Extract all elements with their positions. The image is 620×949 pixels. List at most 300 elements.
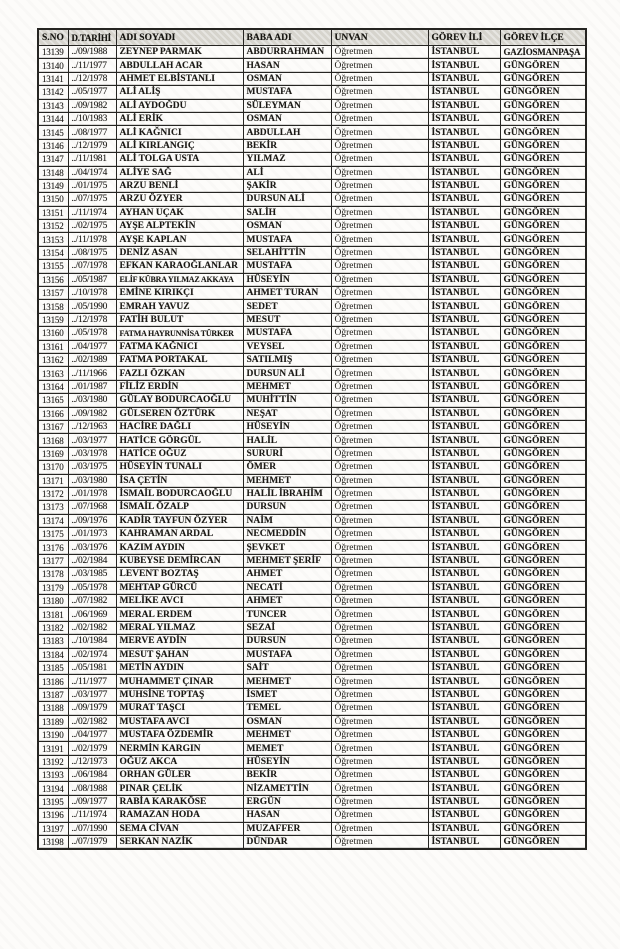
cell-baba-adi: SEZAİ [243, 621, 331, 634]
cell-dtarihi: ../03/1980 [68, 394, 116, 407]
cell-unvan: Öğretmen [331, 782, 428, 795]
cell-baba-adi: MUSTAFA [243, 260, 331, 273]
cell-unvan: Öğretmen [331, 755, 428, 768]
cell-adi-soyadi: İSA ÇETİN [116, 474, 243, 487]
cell-baba-adi: HÜSEYİN [243, 420, 331, 433]
cell-unvan: Öğretmen [331, 287, 428, 300]
table-row [38, 769, 586, 782]
table-row [38, 836, 586, 850]
cell-baba-adi: AHMET TURAN [243, 287, 331, 300]
cell-adi-soyadi: FATMA HAYRUNNİSA TÜRKER [116, 327, 243, 340]
cell-adi-soyadi: KUBEYSE DEMİRCAN [116, 554, 243, 567]
cell-gorev-ili: İSTANBUL [428, 153, 500, 166]
cell-dtarihi: ../02/1984 [68, 554, 116, 567]
cell-sno: 13150 [38, 193, 68, 206]
cell-dtarihi: ../09/1979 [68, 702, 116, 715]
cell-unvan: Öğretmen [331, 554, 428, 567]
cell-gorev-ilce: GÜNGÖREN [500, 220, 586, 233]
cell-sno: 13139 [38, 46, 68, 59]
table-row [38, 367, 586, 380]
cell-gorev-ilce: GÜNGÖREN [500, 447, 586, 460]
cell-dtarihi: ../09/1988 [68, 46, 116, 59]
cell-sno: 13147 [38, 153, 68, 166]
cell-gorev-ilce: GÜNGÖREN [500, 313, 586, 326]
cell-unvan: Öğretmen [331, 407, 428, 420]
cell-unvan: Öğretmen [331, 394, 428, 407]
cell-gorev-ili: İSTANBUL [428, 742, 500, 755]
cell-sno: 13193 [38, 769, 68, 782]
cell-baba-adi: MEHMET ŞERİF [243, 554, 331, 567]
cell-baba-adi: MESUT [243, 313, 331, 326]
cell-baba-adi: MEMET [243, 742, 331, 755]
cell-baba-adi: DURSUN [243, 635, 331, 648]
table-row [38, 220, 586, 233]
cell-dtarihi: ../07/1975 [68, 193, 116, 206]
cell-gorev-ilce: GÜNGÖREN [500, 702, 586, 715]
cell-gorev-ili: İSTANBUL [428, 447, 500, 460]
cell-adi-soyadi: ALİ ERİK [116, 112, 243, 125]
cell-gorev-ili: İSTANBUL [428, 46, 500, 59]
cell-adi-soyadi: KAZIM AYDIN [116, 541, 243, 554]
cell-adi-soyadi: FATİH BULUT [116, 313, 243, 326]
cell-gorev-ilce: GÜNGÖREN [500, 836, 586, 850]
cell-unvan: Öğretmen [331, 233, 428, 246]
cell-adi-soyadi: HACİRE DAĞLI [116, 420, 243, 433]
cell-baba-adi: MUSTAFA [243, 86, 331, 99]
cell-sno: 13178 [38, 568, 68, 581]
table-row [38, 648, 586, 661]
cell-gorev-ilce: GÜNGÖREN [500, 541, 586, 554]
cell-gorev-ilce: GÜNGÖREN [500, 434, 586, 447]
cell-dtarihi: ../02/1982 [68, 715, 116, 728]
cell-dtarihi: ../12/1963 [68, 420, 116, 433]
cell-unvan: Öğretmen [331, 635, 428, 648]
cell-gorev-ili: İSTANBUL [428, 233, 500, 246]
cell-gorev-ilce: GÜNGÖREN [500, 742, 586, 755]
cell-adi-soyadi: KAHRAMAN ARDAL [116, 528, 243, 541]
column-header-dtarihi: D.TARİHİ [68, 29, 116, 46]
cell-gorev-ilce: GÜNGÖREN [500, 300, 586, 313]
cell-unvan: Öğretmen [331, 809, 428, 822]
cell-baba-adi: YILMAZ [243, 153, 331, 166]
cell-adi-soyadi: PINAR ÇELİK [116, 782, 243, 795]
cell-sno: 13189 [38, 715, 68, 728]
cell-unvan: Öğretmen [331, 99, 428, 112]
cell-sno: 13190 [38, 728, 68, 741]
cell-gorev-ilce: GÜNGÖREN [500, 394, 586, 407]
cell-unvan: Öğretmen [331, 715, 428, 728]
cell-dtarihi: ../04/1974 [68, 166, 116, 179]
cell-sno: 13153 [38, 233, 68, 246]
cell-baba-adi: MUZAFFER [243, 822, 331, 835]
table-row [38, 179, 586, 192]
cell-gorev-ilce: GÜNGÖREN [500, 166, 586, 179]
cell-sno: 13140 [38, 59, 68, 72]
table-row [38, 380, 586, 393]
cell-adi-soyadi: HATİCE GÖRGÜL [116, 434, 243, 447]
cell-sno: 13162 [38, 353, 68, 366]
table-row [38, 394, 586, 407]
cell-gorev-ili: İSTANBUL [428, 99, 500, 112]
cell-baba-adi: OSMAN [243, 715, 331, 728]
cell-sno: 13177 [38, 554, 68, 567]
header-row [38, 29, 586, 46]
cell-adi-soyadi: HATİCE OĞUZ [116, 447, 243, 460]
cell-unvan: Öğretmen [331, 139, 428, 152]
cell-baba-adi: ÖMER [243, 461, 331, 474]
cell-sno: 13144 [38, 112, 68, 125]
cell-gorev-ilce: GÜNGÖREN [500, 260, 586, 273]
cell-dtarihi: ../10/1983 [68, 112, 116, 125]
table-row [38, 822, 586, 835]
cell-adi-soyadi: RABİA KARAKÖSE [116, 795, 243, 808]
cell-adi-soyadi: LEVENT BOZTAŞ [116, 568, 243, 581]
cell-baba-adi: MEHMET [243, 675, 331, 688]
cell-dtarihi: ../07/1968 [68, 501, 116, 514]
table-row [38, 581, 586, 594]
cell-dtarihi: ../07/1978 [68, 260, 116, 273]
cell-adi-soyadi: ALİ TOLGA USTA [116, 153, 243, 166]
cell-dtarihi: ../09/1982 [68, 407, 116, 420]
cell-gorev-ili: İSTANBUL [428, 394, 500, 407]
cell-gorev-ili: İSTANBUL [428, 715, 500, 728]
cell-gorev-ili: İSTANBUL [428, 541, 500, 554]
cell-sno: 13167 [38, 420, 68, 433]
cell-dtarihi: ../08/1977 [68, 126, 116, 139]
cell-gorev-ilce: GÜNGÖREN [500, 474, 586, 487]
cell-sno: 13161 [38, 340, 68, 353]
cell-dtarihi: ../06/1984 [68, 769, 116, 782]
cell-gorev-ilce: GÜNGÖREN [500, 380, 586, 393]
cell-gorev-ili: İSTANBUL [428, 59, 500, 72]
cell-unvan: Öğretmen [331, 273, 428, 286]
cell-gorev-ili: İSTANBUL [428, 420, 500, 433]
cell-unvan: Öğretmen [331, 474, 428, 487]
cell-unvan: Öğretmen [331, 112, 428, 125]
cell-gorev-ilce: GÜNGÖREN [500, 126, 586, 139]
cell-adi-soyadi: ALİ AYDOĞDU [116, 99, 243, 112]
cell-unvan: Öğretmen [331, 728, 428, 741]
cell-gorev-ilce: GÜNGÖREN [500, 581, 586, 594]
cell-gorev-ilce: GÜNGÖREN [500, 99, 586, 112]
table-row [38, 340, 586, 353]
cell-dtarihi: ../04/1977 [68, 728, 116, 741]
cell-dtarihi: ../05/1981 [68, 661, 116, 674]
cell-gorev-ili: İSTANBUL [428, 139, 500, 152]
cell-sno: 13160 [38, 327, 68, 340]
cell-unvan: Öğretmen [331, 688, 428, 701]
cell-adi-soyadi: ELİF KÜBRA YILMAZ AKKAYA [116, 273, 243, 286]
cell-gorev-ilce: GÜNGÖREN [500, 327, 586, 340]
cell-sno: 13165 [38, 394, 68, 407]
cell-gorev-ilce: GÜNGÖREN [500, 273, 586, 286]
cell-baba-adi: BEKİR [243, 139, 331, 152]
cell-sno: 13146 [38, 139, 68, 152]
cell-baba-adi: MUSTAFA [243, 327, 331, 340]
cell-unvan: Öğretmen [331, 461, 428, 474]
cell-unvan: Öğretmen [331, 179, 428, 192]
cell-adi-soyadi: AYŞE ALPTEKİN [116, 220, 243, 233]
cell-gorev-ili: İSTANBUL [428, 380, 500, 393]
cell-dtarihi: ../07/1979 [68, 836, 116, 850]
cell-sno: 13176 [38, 541, 68, 554]
cell-dtarihi: ../09/1977 [68, 795, 116, 808]
cell-adi-soyadi: FATMA KAĞNICI [116, 340, 243, 353]
cell-adi-soyadi: MUSTAFA ÖZDEMİR [116, 728, 243, 741]
table-row [38, 528, 586, 541]
table-row [38, 126, 586, 139]
cell-gorev-ilce: GÜNGÖREN [500, 621, 586, 634]
cell-sno: 13174 [38, 514, 68, 527]
cell-gorev-ili: İSTANBUL [428, 340, 500, 353]
cell-unvan: Öğretmen [331, 193, 428, 206]
cell-baba-adi: MEHMET [243, 474, 331, 487]
cell-dtarihi: ../12/1978 [68, 313, 116, 326]
cell-dtarihi: ../05/1990 [68, 300, 116, 313]
cell-gorev-ilce: GÜNGÖREN [500, 153, 586, 166]
cell-gorev-ilce: GÜNGÖREN [500, 595, 586, 608]
cell-gorev-ili: İSTANBUL [428, 461, 500, 474]
table-row [38, 193, 586, 206]
cell-sno: 13191 [38, 742, 68, 755]
cell-sno: 13181 [38, 608, 68, 621]
cell-dtarihi: ../09/1976 [68, 514, 116, 527]
cell-gorev-ilce: GÜNGÖREN [500, 367, 586, 380]
cell-gorev-ilce: GÜNGÖREN [500, 608, 586, 621]
cell-dtarihi: ../12/1978 [68, 72, 116, 85]
cell-sno: 13152 [38, 220, 68, 233]
cell-gorev-ilce: GÜNGÖREN [500, 407, 586, 420]
cell-sno: 13171 [38, 474, 68, 487]
cell-dtarihi: ../12/1979 [68, 139, 116, 152]
cell-adi-soyadi: EFKAN KARAOĞLANLAR [116, 260, 243, 273]
cell-gorev-ilce: GÜNGÖREN [500, 635, 586, 648]
cell-gorev-ilce: GÜNGÖREN [500, 822, 586, 835]
table-row [38, 434, 586, 447]
cell-gorev-ilce: GÜNGÖREN [500, 715, 586, 728]
cell-gorev-ili: İSTANBUL [428, 782, 500, 795]
cell-dtarihi: ../02/1989 [68, 353, 116, 366]
cell-dtarihi: ../03/1980 [68, 474, 116, 487]
cell-unvan: Öğretmen [331, 822, 428, 835]
cell-gorev-ilce: GÜNGÖREN [500, 528, 586, 541]
cell-baba-adi: BEKİR [243, 769, 331, 782]
cell-baba-adi: AHMET [243, 595, 331, 608]
table-row [38, 300, 586, 313]
cell-baba-adi: ŞEVKET [243, 541, 331, 554]
cell-gorev-ilce: GÜNGÖREN [500, 554, 586, 567]
cell-sno: 13186 [38, 675, 68, 688]
cell-unvan: Öğretmen [331, 648, 428, 661]
table-row [38, 86, 586, 99]
cell-gorev-ilce: GÜNGÖREN [500, 112, 586, 125]
cell-adi-soyadi: GÜLAY BODURCAOĞLU [116, 394, 243, 407]
cell-gorev-ilce: GÜNGÖREN [500, 246, 586, 259]
table-row [38, 246, 586, 259]
cell-unvan: Öğretmen [331, 246, 428, 259]
cell-unvan: Öğretmen [331, 836, 428, 850]
cell-unvan: Öğretmen [331, 166, 428, 179]
cell-baba-adi: DURSUN ALİ [243, 367, 331, 380]
table-row [38, 782, 586, 795]
cell-baba-adi: NECATİ [243, 581, 331, 594]
cell-gorev-ili: İSTANBUL [428, 702, 500, 715]
table-row [38, 59, 586, 72]
cell-gorev-ilce: GÜNGÖREN [500, 461, 586, 474]
cell-baba-adi: VEYSEL [243, 340, 331, 353]
cell-dtarihi: ../11/1981 [68, 153, 116, 166]
cell-gorev-ili: İSTANBUL [428, 822, 500, 835]
table-row [38, 809, 586, 822]
column-header-baba-adi: BABA ADI [243, 29, 331, 46]
cell-baba-adi: AHMET [243, 568, 331, 581]
cell-dtarihi: ../03/1976 [68, 541, 116, 554]
cell-gorev-ilce: GÜNGÖREN [500, 809, 586, 822]
cell-gorev-ili: İSTANBUL [428, 112, 500, 125]
cell-baba-adi: SÜLEYMAN [243, 99, 331, 112]
cell-baba-adi: SELAHİTTİN [243, 246, 331, 259]
cell-unvan: Öğretmen [331, 487, 428, 500]
cell-baba-adi: TEMEL [243, 702, 331, 715]
cell-unvan: Öğretmen [331, 608, 428, 621]
cell-gorev-ili: İSTANBUL [428, 501, 500, 514]
cell-sno: 13158 [38, 300, 68, 313]
cell-unvan: Öğretmen [331, 86, 428, 99]
cell-gorev-ilce: GÜNGÖREN [500, 193, 586, 206]
cell-baba-adi: MUSTAFA [243, 233, 331, 246]
cell-dtarihi: ../01/1975 [68, 179, 116, 192]
cell-baba-adi: NİZAMETTİN [243, 782, 331, 795]
cell-unvan: Öğretmen [331, 300, 428, 313]
cell-unvan: Öğretmen [331, 675, 428, 688]
cell-gorev-ilce: GÜNGÖREN [500, 206, 586, 219]
cell-unvan: Öğretmen [331, 260, 428, 273]
cell-gorev-ili: İSTANBUL [428, 554, 500, 567]
cell-adi-soyadi: MERAL ERDEM [116, 608, 243, 621]
cell-sno: 13157 [38, 287, 68, 300]
cell-gorev-ilce: GÜNGÖREN [500, 139, 586, 152]
cell-sno: 13148 [38, 166, 68, 179]
cell-gorev-ili: İSTANBUL [428, 795, 500, 808]
cell-unvan: Öğretmen [331, 541, 428, 554]
cell-sno: 13169 [38, 447, 68, 460]
cell-sno: 13151 [38, 206, 68, 219]
cell-dtarihi: ../11/1978 [68, 233, 116, 246]
cell-adi-soyadi: ALİ ALİŞ [116, 86, 243, 99]
table-row [38, 715, 586, 728]
cell-dtarihi: ../03/1985 [68, 568, 116, 581]
column-header-sno: S.NO [38, 29, 68, 46]
cell-dtarihi: ../07/1990 [68, 822, 116, 835]
cell-adi-soyadi: FİLİZ ERDİN [116, 380, 243, 393]
cell-gorev-ili: İSTANBUL [428, 327, 500, 340]
cell-adi-soyadi: FATMA PORTAKAL [116, 353, 243, 366]
cell-unvan: Öğretmen [331, 380, 428, 393]
cell-adi-soyadi: EMRAH YAVUZ [116, 300, 243, 313]
cell-gorev-ilce: GÜNGÖREN [500, 769, 586, 782]
cell-sno: 13182 [38, 621, 68, 634]
cell-baba-adi: HASAN [243, 809, 331, 822]
cell-gorev-ili: İSTANBUL [428, 809, 500, 822]
cell-gorev-ili: İSTANBUL [428, 179, 500, 192]
cell-sno: 13192 [38, 755, 68, 768]
cell-unvan: Öğretmen [331, 420, 428, 433]
cell-baba-adi: TUNCER [243, 608, 331, 621]
cell-baba-adi: ABDULLAH [243, 126, 331, 139]
cell-sno: 13175 [38, 528, 68, 541]
table-row [38, 112, 586, 125]
cell-unvan: Öğretmen [331, 702, 428, 715]
table-row [38, 728, 586, 741]
cell-baba-adi: ERGÜN [243, 795, 331, 808]
table-row [38, 474, 586, 487]
cell-dtarihi: ../02/1982 [68, 621, 116, 634]
cell-gorev-ilce: GÜNGÖREN [500, 86, 586, 99]
cell-gorev-ili: İSTANBUL [428, 407, 500, 420]
cell-gorev-ilce: GÜNGÖREN [500, 568, 586, 581]
cell-gorev-ili: İSTANBUL [428, 648, 500, 661]
cell-baba-adi: ABDURRAHMAN [243, 46, 331, 59]
cell-adi-soyadi: ORHAN GÜLER [116, 769, 243, 782]
table-row [38, 568, 586, 581]
cell-adi-soyadi: ARZU ÖZYER [116, 193, 243, 206]
cell-gorev-ili: İSTANBUL [428, 635, 500, 648]
cell-unvan: Öğretmen [331, 514, 428, 527]
cell-adi-soyadi: MELİKE AVCI [116, 595, 243, 608]
cell-unvan: Öğretmen [331, 621, 428, 634]
cell-dtarihi: ../11/1974 [68, 206, 116, 219]
cell-sno: 13198 [38, 836, 68, 850]
cell-unvan: Öğretmen [331, 220, 428, 233]
cell-unvan: Öğretmen [331, 528, 428, 541]
cell-adi-soyadi: KADİR TAYFUN ÖZYER [116, 514, 243, 527]
cell-baba-adi: HALİL [243, 434, 331, 447]
cell-unvan: Öğretmen [331, 434, 428, 447]
cell-dtarihi: ../11/1966 [68, 367, 116, 380]
cell-dtarihi: ../01/1978 [68, 487, 116, 500]
cell-adi-soyadi: EMİNE KIRIKÇI [116, 287, 243, 300]
column-header-gorev-ili: GÖREV İLİ [428, 29, 500, 46]
cell-unvan: Öğretmen [331, 72, 428, 85]
cell-unvan: Öğretmen [331, 353, 428, 366]
cell-gorev-ili: İSTANBUL [428, 273, 500, 286]
cell-sno: 13195 [38, 795, 68, 808]
cell-sno: 13183 [38, 635, 68, 648]
cell-gorev-ili: İSTANBUL [428, 581, 500, 594]
cell-gorev-ili: İSTANBUL [428, 166, 500, 179]
table-row [38, 139, 586, 152]
cell-sno: 13164 [38, 380, 68, 393]
table-row [38, 313, 586, 326]
table-row [38, 327, 586, 340]
cell-gorev-ilce: GÜNGÖREN [500, 59, 586, 72]
cell-baba-adi: NECMEDDİN [243, 528, 331, 541]
cell-baba-adi: HÜSEYİN [243, 273, 331, 286]
cell-adi-soyadi: RAMAZAN HODA [116, 809, 243, 822]
cell-dtarihi: ../07/1982 [68, 595, 116, 608]
cell-gorev-ilce: GÜNGÖREN [500, 755, 586, 768]
cell-gorev-ili: İSTANBUL [428, 313, 500, 326]
cell-adi-soyadi: AYHAN UÇAK [116, 206, 243, 219]
table-row [38, 675, 586, 688]
cell-unvan: Öğretmen [331, 59, 428, 72]
cell-gorev-ili: İSTANBUL [428, 206, 500, 219]
cell-gorev-ilce: GÜNGÖREN [500, 728, 586, 741]
cell-sno: 13154 [38, 246, 68, 259]
cell-sno: 13163 [38, 367, 68, 380]
cell-sno: 13166 [38, 407, 68, 420]
cell-adi-soyadi: DENİZ ASAN [116, 246, 243, 259]
